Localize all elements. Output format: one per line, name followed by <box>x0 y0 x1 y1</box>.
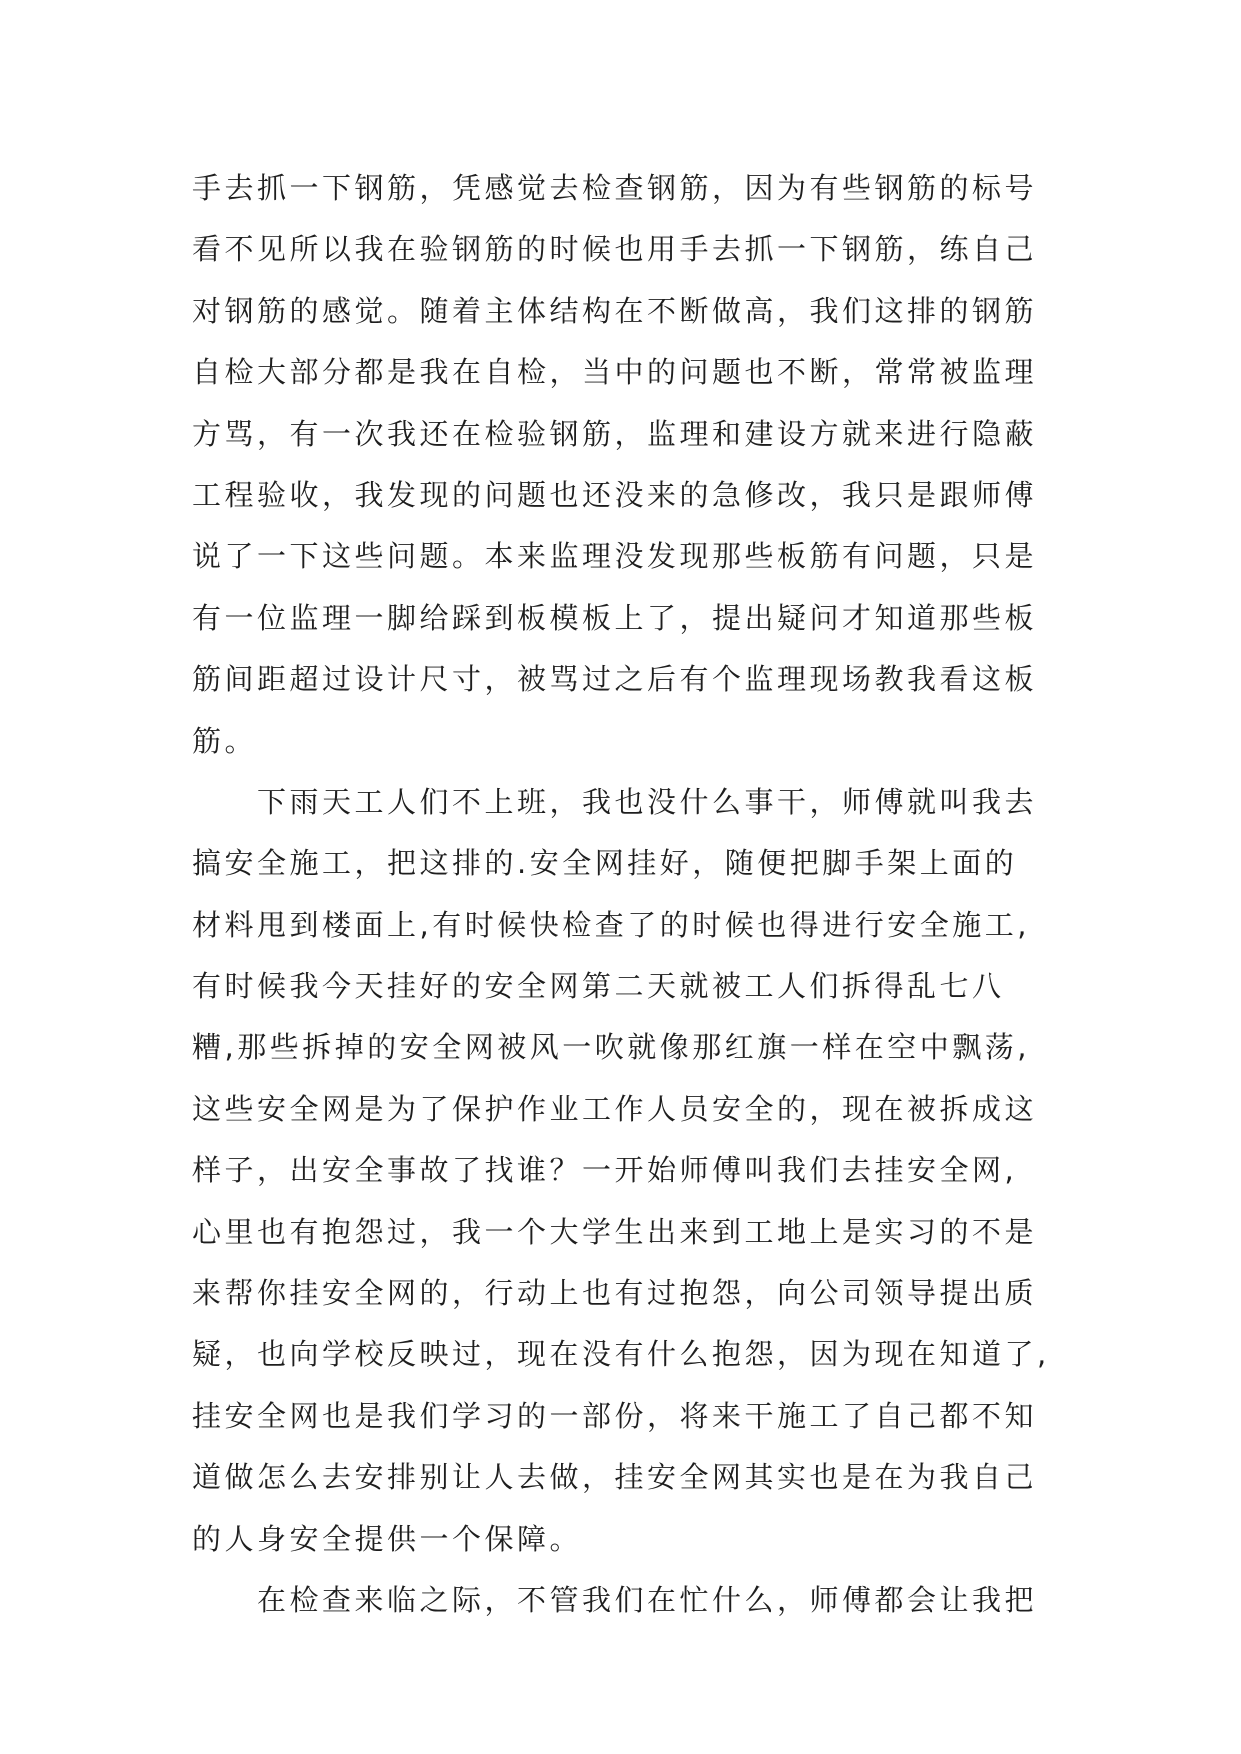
text-line: 自检大部分都是我在自检，当中的问题也不断，常常被监理 <box>192 355 1038 390</box>
text-line: 材料甩到楼面上,有时候快检查了的时候也得进行安全施工, <box>192 907 1030 942</box>
text-line: 方骂，有一次我还在检验钢筋，监理和建设方就来进行隐蔽 <box>192 416 1038 451</box>
text-line: 糟,那些拆掉的安全网被风一吹就像那红旗一样在空中飘荡, <box>192 1030 1030 1065</box>
text-line: 疑，也向学校反映过，现在没有什么抱怨，因为现在知道了, <box>192 1337 1050 1372</box>
text-line: 工程验收，我发现的问题也还没来的急修改，我只是跟师傅 <box>192 477 1038 512</box>
document-body <box>192 158 1052 1631</box>
text-line: 对钢筋的感觉。随着主体结构在不断做高，我们这排的钢筋 <box>192 293 1038 328</box>
text-line: 挂安全网也是我们学习的一部份，将来干施工了自己都不知 <box>192 1398 1038 1433</box>
text-line: 来帮你挂安全网的，行动上也有过抱怨，向公司领导提出质 <box>192 1276 1038 1311</box>
text-line: 样子，出安全事故了找谁？一开始师傅叫我们去挂安全网, <box>192 1153 1018 1188</box>
paragraph-first-line: 下雨天工人们不上班，我也没什么事干，师傅就叫我去 <box>257 784 1038 819</box>
text-line: 筋。 <box>192 723 258 758</box>
text-line: 有时候我今天挂好的安全网第二天就被工人们拆得乱七八 <box>192 969 1005 1004</box>
text-line: 筋间距超过设计尺寸，被骂过之后有个监理现场教我看这板 <box>192 662 1038 697</box>
text-line: 心里也有抱怨过，我一个大学生出来到工地上是实习的不是 <box>192 1214 1038 1249</box>
text-line: 看不见所以我在验钢筋的时候也用手去抓一下钢筋，练自己 <box>192 232 1038 267</box>
text-line: 搞安全施工，把这排的.安全网挂好，随便把脚手架上面的 <box>192 846 1018 881</box>
text-line: 说了一下这些问题。本来监理没发现那些板筋有问题，只是 <box>192 539 1038 574</box>
text-line: 这些安全网是为了保护作业工作人员安全的，现在被拆成这 <box>192 1091 1038 1126</box>
text-line: 手去抓一下钢筋，凭感觉去检查钢筋，因为有些钢筋的标号 <box>192 171 1038 205</box>
text-line: 道做怎么去安排别让人去做，挂安全网其实也是在为我自己 <box>192 1460 1038 1495</box>
paragraph-first-line: 在检查来临之际，不管我们在忙什么，师傅都会让我把 <box>257 1582 1038 1617</box>
text-line: 的人身安全提供一个保障。 <box>192 1521 583 1556</box>
text-line: 有一位监理一脚给踩到板模板上了，提出疑问才知道那些板 <box>192 600 1038 635</box>
